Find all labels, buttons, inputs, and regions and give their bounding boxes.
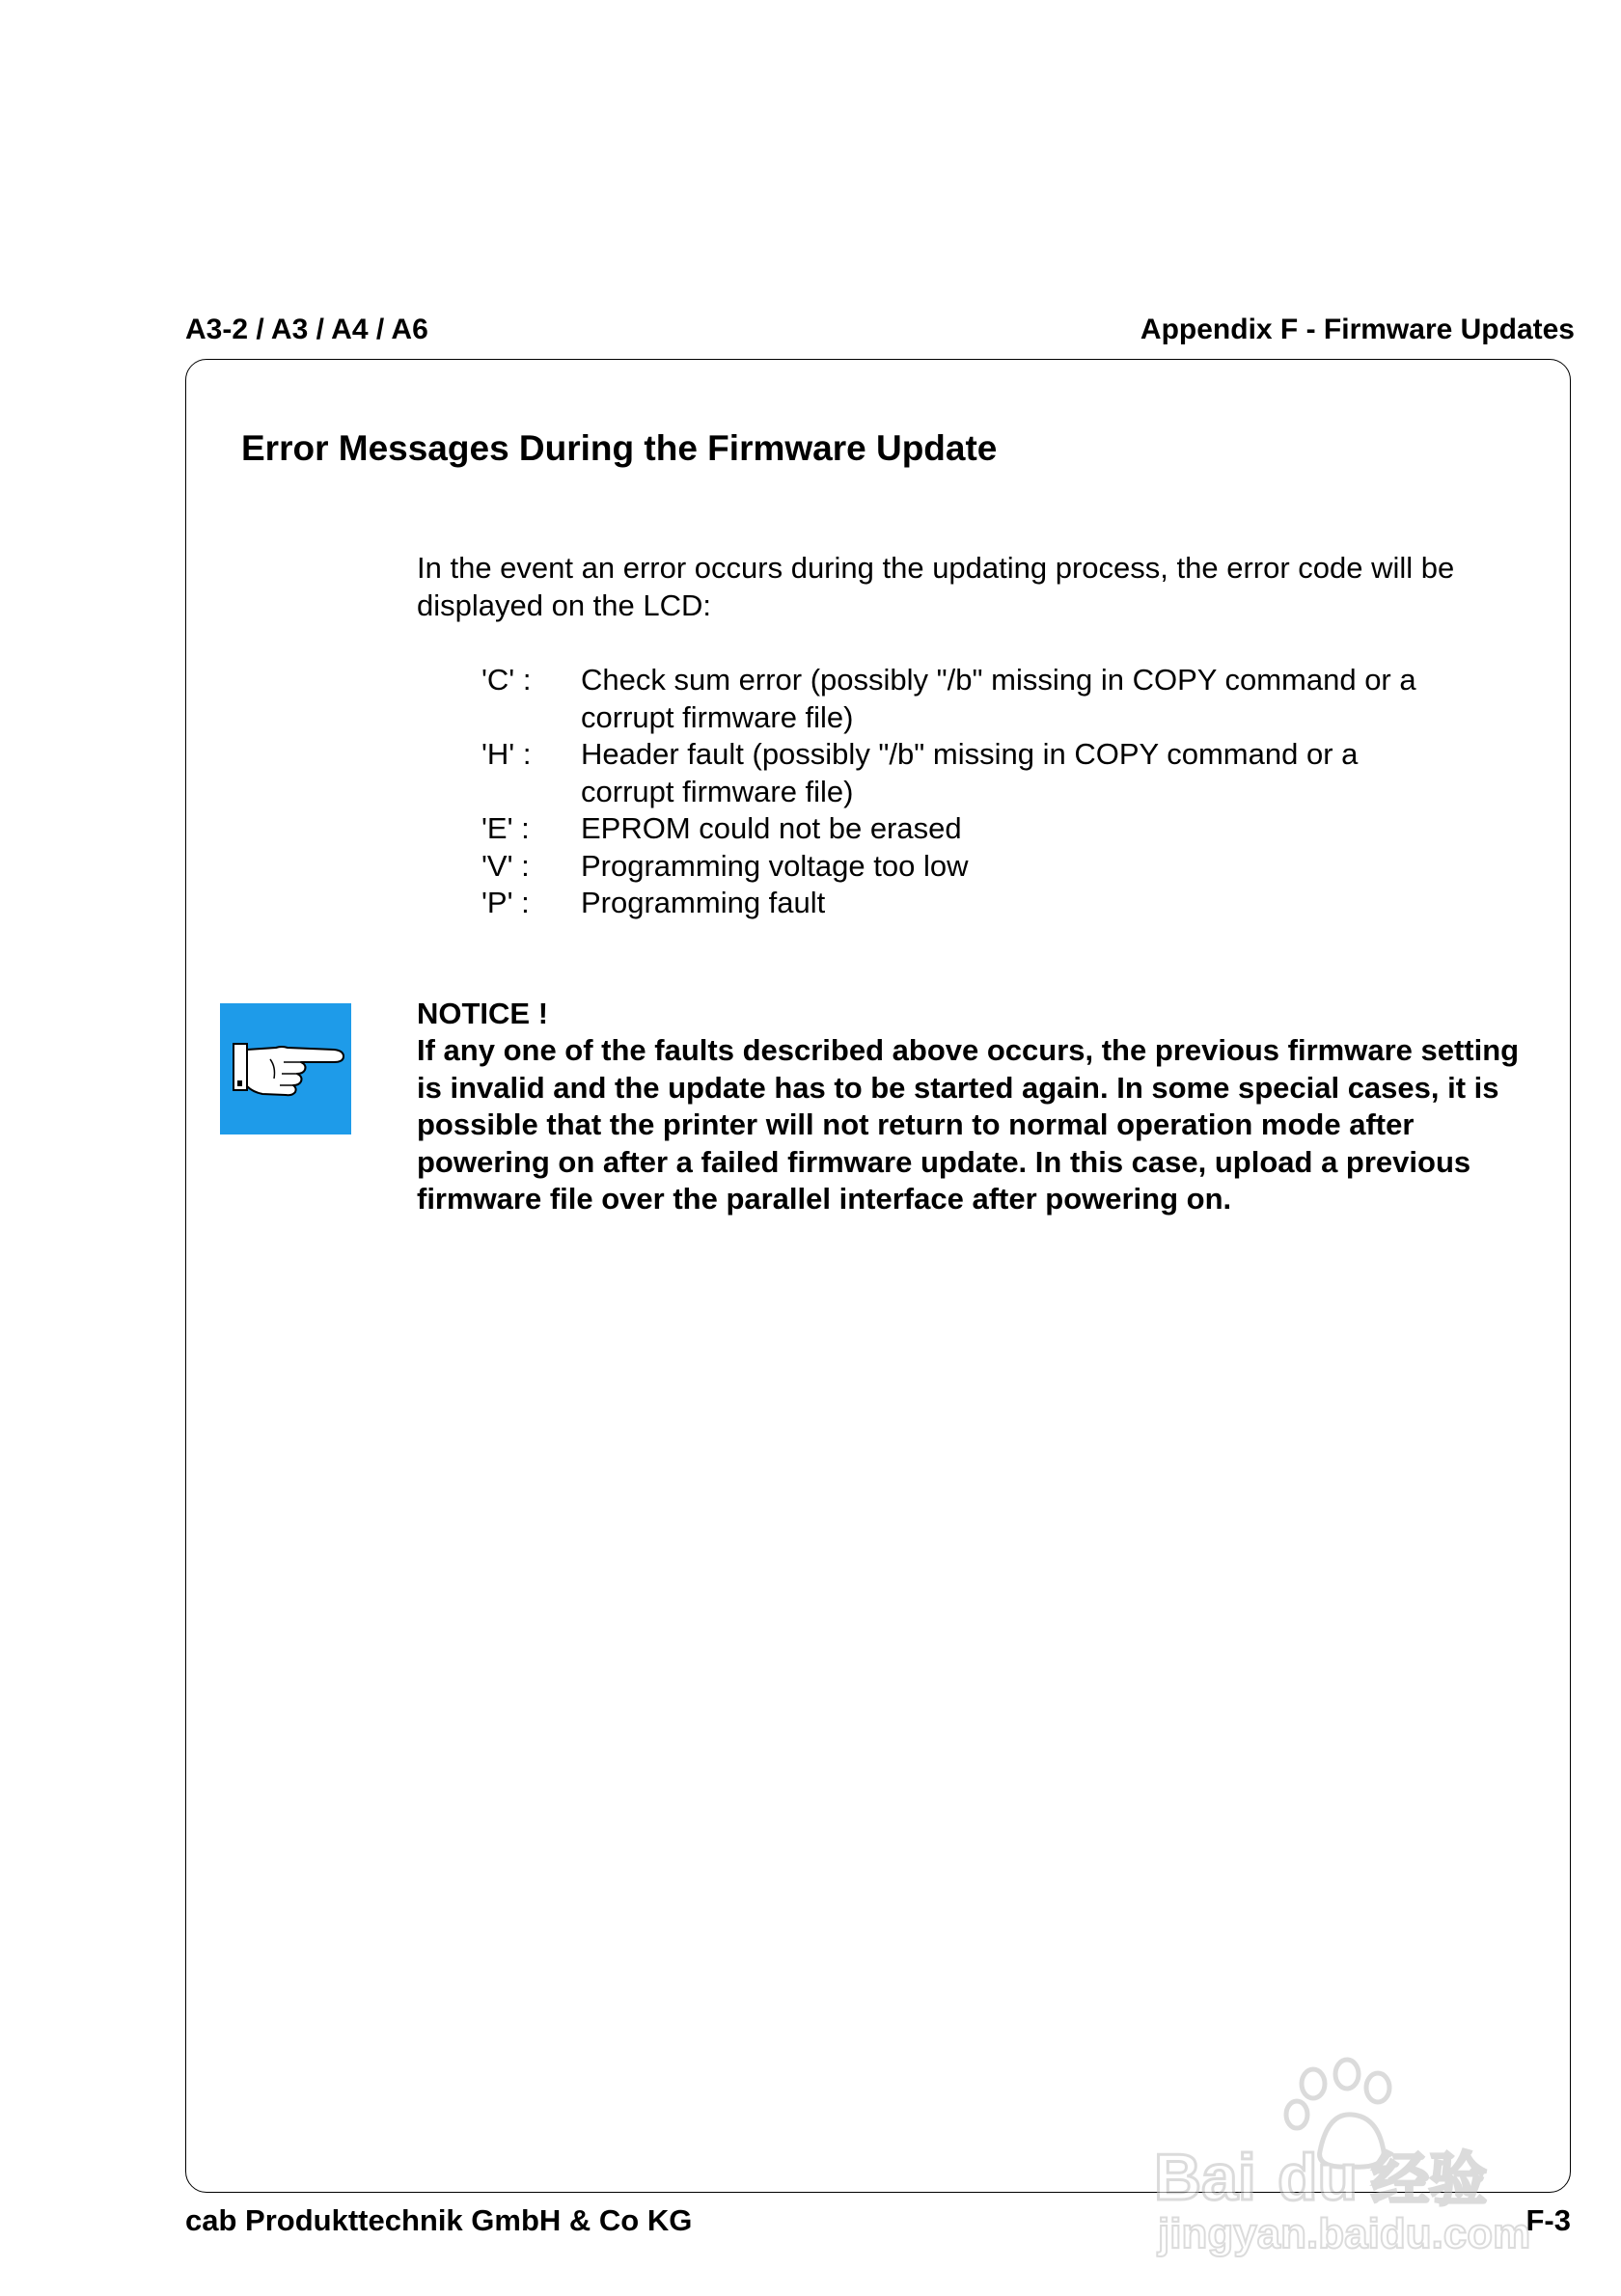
notice-heading: NOTICE !: [417, 997, 549, 1030]
error-description: Check sum error (possibly "/b" missing in COPY command or a corrupt firmware file): [581, 663, 1416, 734]
error-description: Programming fault: [581, 886, 826, 919]
intro-paragraph: In the event an error occurs during the updating process, the error code will be displayed on the LCD:: [417, 551, 1455, 622]
baidu-watermark-logo: [1154, 2055, 1540, 2257]
error-description: Header fault (possibly "/b" missing in COPY command or a corrupt firmware file): [581, 737, 1359, 808]
error-code: 'V' :: [481, 848, 530, 883]
error-item-c: [481, 662, 1524, 736]
error-item-p: [481, 885, 1524, 922]
svg-text:经验: 经验: [1371, 2146, 1487, 2214]
section-title: Error Messages During the Firmware Update: [241, 428, 998, 468]
page-number: F-3: [1525, 2203, 1571, 2237]
error-code: 'C' :: [481, 663, 532, 697]
error-item-h: [481, 736, 1524, 810]
svg-text:du: du: [1278, 2141, 1359, 2214]
pointing-hand-icon: [220, 1003, 351, 1134]
error-code: 'E' :: [481, 811, 530, 845]
page-frame: [185, 359, 1571, 2193]
watermark-logo-text: Bai: [1154, 2141, 1256, 2214]
footer-company: cab Produkttechnik GmbH & Co KG: [185, 2203, 693, 2237]
header-section: Appendix F - Firmware Updates: [1140, 314, 1575, 345]
error-code: 'P' :: [481, 886, 530, 919]
watermark-url: jingyan.baidu.com: [1158, 2210, 1531, 2257]
error-description: EPROM could not be erased: [581, 811, 962, 845]
error-description: Programming voltage too low: [581, 848, 969, 883]
error-code-list: [481, 662, 1524, 922]
error-item-v: [481, 848, 1524, 886]
notice-body: If any one of the faults described above occurs, the previous firmware setting is invalid and the update has to be started again. In some special cases, it is possible that the printer will not return to normal operation mode after powering on after a failed firmware update. In this case, upload a previous firmware file over the parallel interface after powering on.: [417, 1033, 1520, 1216]
error-item-e: [481, 810, 1524, 848]
error-code: 'H' :: [481, 737, 532, 771]
header-models: A3-2 / A3 / A4 / A6: [185, 314, 428, 345]
